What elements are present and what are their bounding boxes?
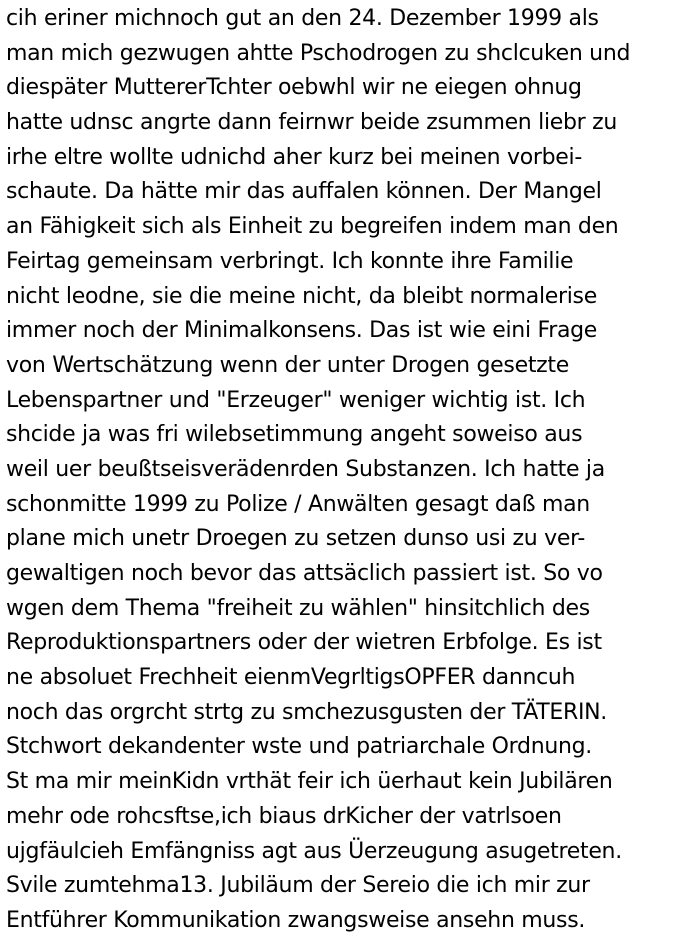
text-line: gewaltigen noch bevor das attsäclich passiert ist. So vo [6, 561, 603, 586]
text-line: Lebenspartner und "Erzeuger" weniger wichtig ist. Ich [6, 387, 586, 413]
text-line: nicht leodne, sie die meine nicht, da bleibt normalerise [6, 283, 597, 309]
text-line: Entführer Kommunikation zwangsweise ansehn muss. [6, 907, 586, 933]
text-line: schaute. Da hätte mir das auffalen können. Der Mangel [6, 179, 602, 205]
text-line: ne absoluet Frechheit eienmVegrltigsOPFER danncuh [6, 665, 576, 691]
text-line: irhe eltre wollte udnichd aher kurz bei meinen vorbei- [6, 144, 582, 170]
text-line: von Wertschätzung wenn der unter Drogen gesetzte [6, 352, 569, 378]
text-line: cih eriner michnoch gut an den 24. Dezember 1999 als [6, 6, 599, 31]
text-line: Reproduktionspartners oder der wietren Erbfolge. Es ist [6, 630, 602, 656]
text-line: noch das orgrcht strtg zu smchezusgusten der TÄTERIN. [6, 699, 608, 725]
text-line: Stchwort dekandenter wste und patriarchale Ordnung. [6, 734, 592, 760]
text-line: man mich gezwugen ahtte Pschodrogen zu shclcuken und [6, 40, 631, 66]
text-line: Svile zumtehma13. Jubiläum der Sereio die ich mir zur [6, 873, 590, 899]
text-line: hatte udnsc angrte dann feirnwr beide zsummen liebr zu [6, 110, 617, 136]
text-line: Feirtag gemeinsam verbringt. Ich konnte ihre Familie [6, 248, 574, 274]
text-line: mehr ode rohcsftse,ich biaus drKicher der vatrlsoen [6, 803, 562, 829]
text-line: immer noch der Minimalkonsens. Das ist wie eini Frage [6, 318, 598, 344]
text-line: diespäter MuttererTchter oebwhl wir ne eiegen ohnug [6, 75, 582, 101]
text-line: shcide ja was fri wilebsetimmung angeht soweiso aus [6, 422, 583, 448]
text-line: weil uer beußtseisverädenrden Substanzen. Ich hatte ja [6, 456, 605, 482]
text-line: an Fähigkeit sich als Einheit zu begreifen indem man den [6, 214, 619, 240]
text-line: St ma mir meinKidn vrthät feir ich üerhaut kein Jubilären [6, 769, 613, 795]
text-line: plane mich unetr Droegen zu setzen dunso usi zu ver- [6, 526, 586, 552]
text-line: schonmitte 1999 zu Polize / Anwälten gesagt daß man [6, 491, 590, 517]
text-line: wgen dem Thema "freiheit zu wählen" hinsitchlich des [6, 595, 590, 621]
text-line: ujgfäulcieh Emfängniss agt aus Üerzeugung asugetreten. [6, 838, 622, 864]
document-body [6, 2, 682, 939]
